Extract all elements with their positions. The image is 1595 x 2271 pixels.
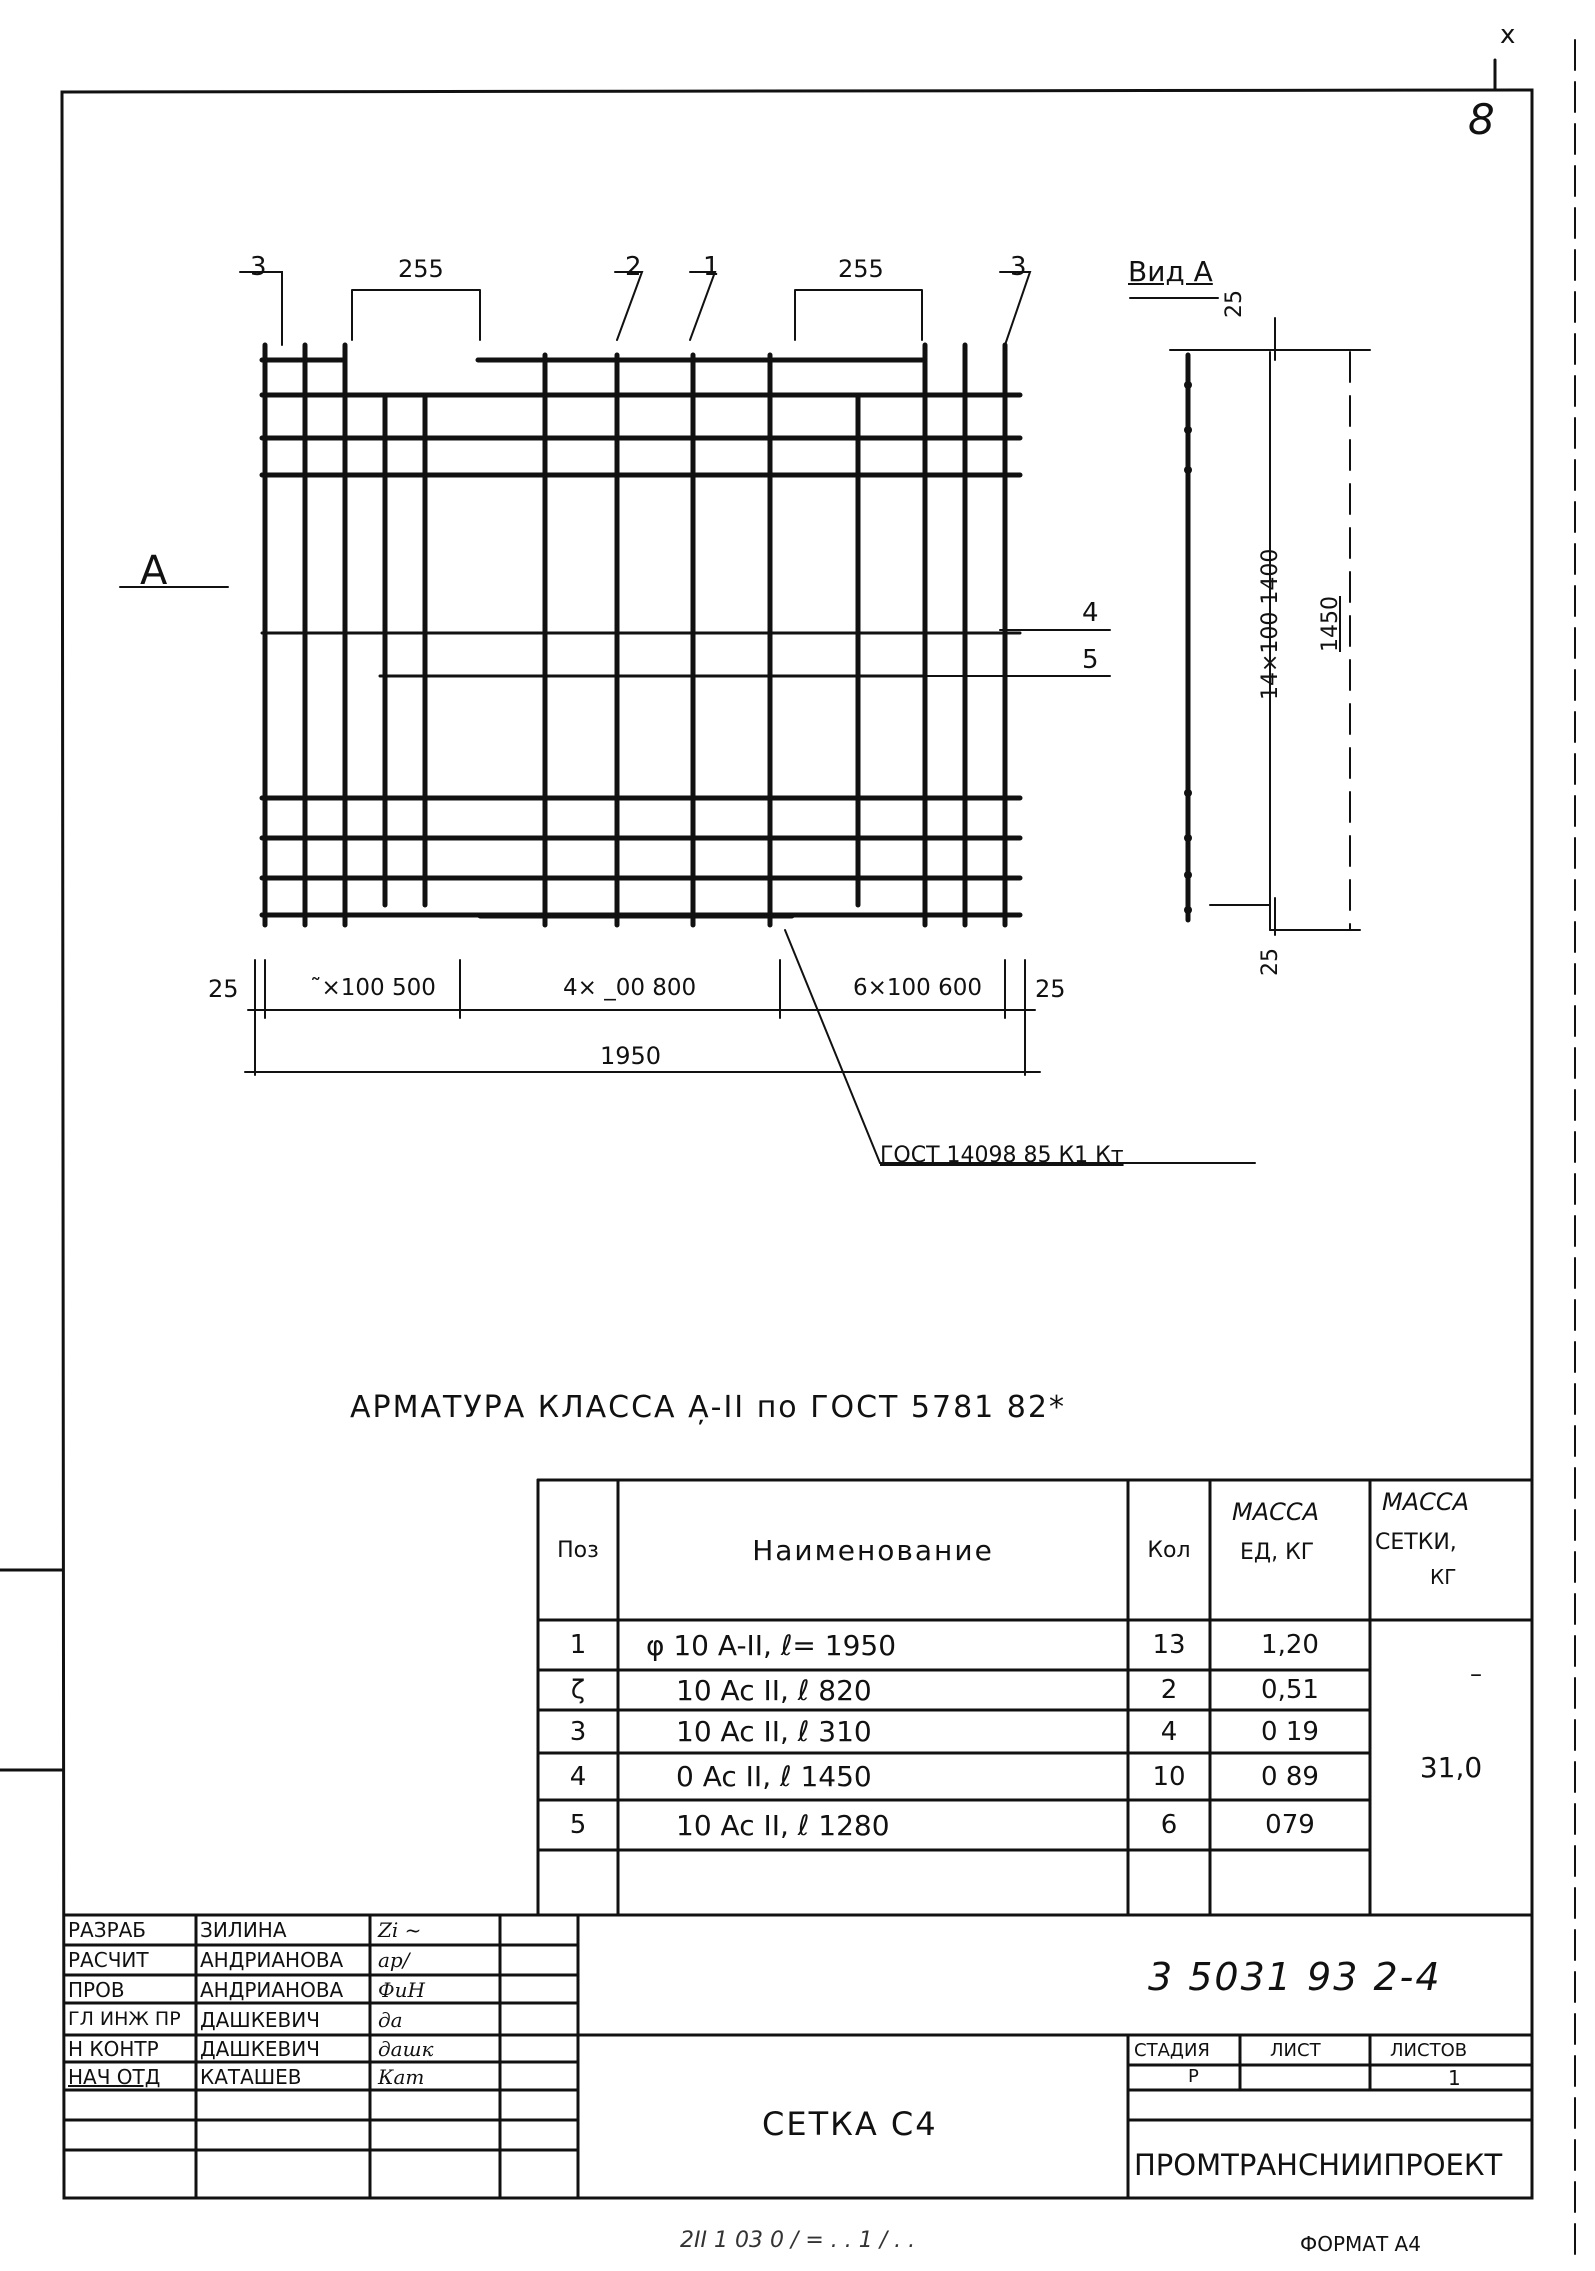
footer-inventory-number: 2ІІ 1 03 0 / = . . 1 / . .: [680, 2228, 916, 2253]
role-n-kontr: Н КОНТР: [68, 2037, 159, 2061]
table-cell-mass: 0 89: [1261, 1761, 1319, 1792]
header-mass-unit-1: МАССА: [1232, 1498, 1320, 1526]
dim-800: 4× _00 800: [563, 975, 697, 1001]
dim-500: ˜×100 500: [310, 975, 436, 1001]
view-a-dim-bottom: 25: [1258, 948, 1283, 976]
table-cell-name: 10 Ac ΙΙ, ℓ 820: [676, 1673, 872, 1707]
name-gl-inzh: ДАШКЕВИЧ: [200, 2008, 320, 2032]
role-prov: ПРОВ: [68, 1978, 125, 2002]
label-pos1: 1: [703, 252, 720, 282]
sheets-label: ЛИСТОВ: [1390, 2040, 1468, 2061]
table-cell-mass: 0 19: [1261, 1716, 1319, 1747]
header-qty: Кол: [1147, 1537, 1191, 1563]
corner-mark: x: [1500, 20, 1516, 50]
table-cell-qty: 10: [1152, 1761, 1186, 1792]
table-cell-mass: 0,51: [1261, 1675, 1319, 1705]
table-cell-name: 10 Ac ΙΙ, ℓ 1280: [676, 1808, 890, 1842]
name-n-kontr: ДАШКЕВИЧ: [200, 2037, 320, 2061]
role-gl-inzh: ГЛ ИНЖ ПР: [68, 2008, 181, 2030]
label-pos5: 5: [1082, 645, 1099, 675]
stage-value: Р: [1188, 2066, 1199, 2087]
header-mass-mesh-2: СЕТКИ,: [1375, 1530, 1457, 1555]
signature-raschit: ар/: [378, 1948, 410, 1972]
section-a-label: A: [140, 548, 168, 594]
dim-600: 6×100 600: [853, 975, 983, 1001]
view-a-title: Вид A: [1128, 255, 1213, 288]
label-pos3-right: 3: [1010, 252, 1027, 282]
table-cell-qty: 6: [1160, 1810, 1178, 1840]
table-cell-qty: 4: [1160, 1716, 1178, 1747]
view-a-dim-inner: 14×100 1400: [1258, 548, 1283, 700]
sheet-frame: [62, 90, 1532, 2198]
signature-razrab: Zi ~: [378, 1918, 422, 1942]
dim-25-right: 25: [1035, 975, 1066, 1003]
table-cell-name: 10 Ac ΙΙ, ℓ 310: [676, 1715, 872, 1748]
role-nach-otd: НАЧ ОТД: [68, 2065, 161, 2089]
stage-label: СТАДИЯ: [1134, 2040, 1210, 2061]
bottom-dimensions: [245, 930, 1255, 1163]
table-cell-mass: 079: [1265, 1810, 1315, 1840]
signature-gl-inzh: да: [378, 2008, 403, 2032]
label-pos3-left: 3: [250, 252, 267, 282]
reinforcement-title: АРМАТУРА КЛАССА А̦-ΙΙ по ГОСТ 5781 82*: [350, 1390, 1066, 1425]
label-pos4: 4: [1082, 598, 1099, 628]
document-number: 3 5031 93 2-4: [1148, 1955, 1442, 1999]
name-razrab: ЗИЛИНА: [200, 1918, 287, 1942]
dim-255-right: 255: [838, 255, 884, 283]
role-raschit: РАСЧИТ: [68, 1948, 149, 1972]
signature-n-kontr: дашк: [378, 2037, 434, 2061]
name-raschit: АНДРИАНОВА: [200, 1948, 344, 1972]
table-cell-qty: 2: [1160, 1675, 1178, 1705]
footer-format: ФОРМАТ А4: [1300, 2232, 1421, 2256]
sheet-label: ЛИСТ: [1270, 2040, 1321, 2061]
table-cell-pos: 3: [569, 1716, 587, 1747]
header-name: Наименование: [752, 1533, 994, 1567]
table-cell-pos: 1: [569, 1630, 587, 1660]
dim-255-left: 255: [398, 255, 444, 283]
header-mass-mesh-1: МАССА: [1382, 1488, 1470, 1516]
table-cell-name: φ 10 A-ΙΙ, ℓ= 1950: [646, 1628, 897, 1662]
role-razrab: РАЗРАБ: [68, 1918, 147, 1942]
table-cell-pos: 4: [569, 1761, 587, 1792]
view-a-dim-total: 1450: [1318, 596, 1343, 652]
table-cell-mass: 1,20: [1261, 1630, 1319, 1660]
table-cell-name: 0 Ac ΙΙ, ℓ 1450: [676, 1760, 872, 1793]
signature-prov: ФиН: [378, 1978, 425, 2002]
header-mass-mesh-3: КГ: [1430, 1565, 1457, 1589]
sheets-value: 1: [1448, 2066, 1461, 2090]
label-pos2: 2: [625, 252, 642, 282]
mesh-longitudinal-bars: [262, 360, 1020, 916]
dim-25-left: 25: [208, 975, 239, 1003]
name-prov: АНДРИАНОВА: [200, 1978, 344, 2002]
signature-nach-otd: Кат: [378, 2065, 425, 2089]
mesh-mass-dash: –: [1470, 1660, 1482, 1688]
table-cell-pos: 5: [569, 1810, 587, 1840]
table-cell-pos: ζ: [570, 1675, 586, 1705]
view-a-dim-top: 25: [1222, 290, 1247, 318]
name-nach-otd: КАТАШЕВ: [200, 2065, 302, 2089]
dim-total-1950: 1950: [600, 1042, 662, 1070]
drawing-title: СЕТКА С4: [762, 2105, 938, 2143]
header-mass-unit-2: ЕД, КГ: [1240, 1540, 1315, 1565]
table-cell-qty: 13: [1152, 1630, 1186, 1660]
header-pos: Поз: [557, 1537, 599, 1563]
company-name: ПРОМТРАНСНИИПРОЕКТ: [1134, 2148, 1503, 2182]
page-number: 8: [1468, 95, 1495, 144]
mesh-mass-cell: 31,0: [1419, 1751, 1483, 1784]
binding-strip-ticks: [0, 1570, 62, 1770]
leader-note-gost: ГОСТ 14098 85 К1 Кт: [880, 1143, 1124, 1168]
